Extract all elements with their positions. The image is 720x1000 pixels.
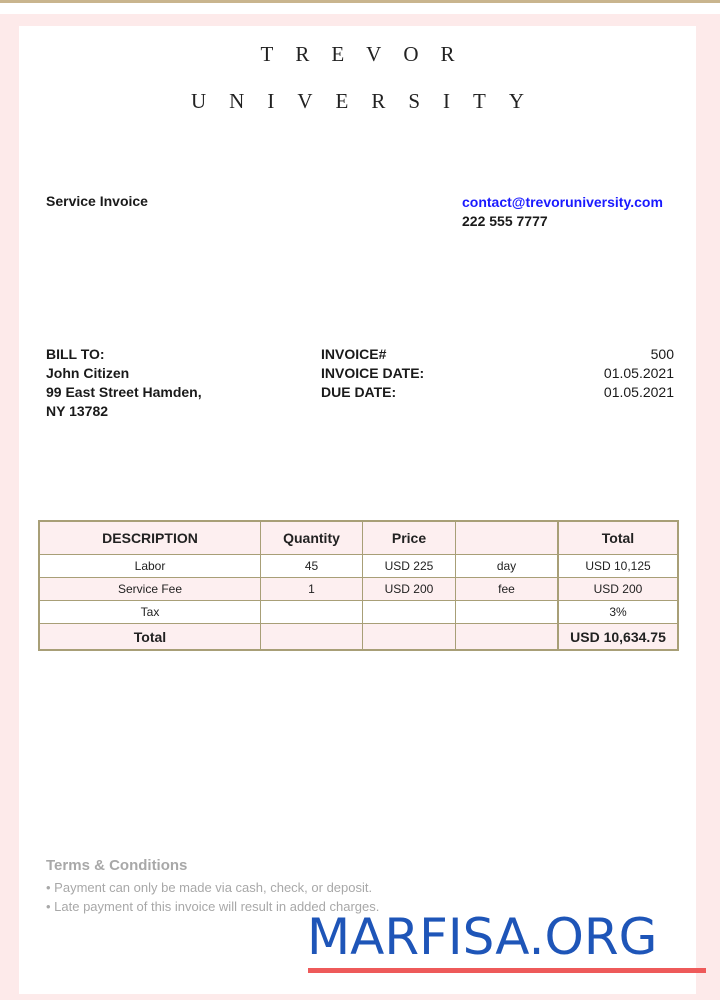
table-header-row xyxy=(39,521,678,555)
invoice-meta-values xyxy=(604,345,674,402)
invoice-number: 500 xyxy=(650,346,674,362)
empty-cell xyxy=(456,624,559,651)
due-date: 01.05.2021 xyxy=(603,384,674,400)
cell-price: USD 225 xyxy=(363,555,456,578)
top-border xyxy=(0,0,720,3)
header-total: Total xyxy=(558,521,678,555)
cell-price xyxy=(363,601,456,624)
contact-phone: 222 555 7777 xyxy=(462,213,548,229)
header-price: Price xyxy=(363,521,456,555)
watermark-underline xyxy=(308,968,706,973)
cell-total: 3% xyxy=(558,601,678,624)
invoice-number-label: INVOICE# xyxy=(321,346,387,362)
cell-description: Labor xyxy=(39,555,261,578)
cell-description: Service Fee xyxy=(39,578,261,601)
terms-title: Terms & Conditions xyxy=(46,857,188,874)
cell-quantity: 1 xyxy=(261,578,363,601)
bill-to-address-line2: NY 13782 xyxy=(46,403,109,419)
cell-unit xyxy=(456,601,559,624)
bill-to-name: John Citizen xyxy=(46,365,130,381)
contact-email[interactable]: contact@trevoruniversity.com xyxy=(462,194,663,210)
cell-quantity: 45 xyxy=(261,555,363,578)
header-quantity: Quantity xyxy=(261,521,363,555)
table-row xyxy=(39,555,678,578)
invoice-page xyxy=(19,26,696,994)
invoice-meta-labels xyxy=(321,345,424,402)
bill-to-label: BILL TO: xyxy=(46,346,105,362)
cell-description: Tax xyxy=(39,601,261,624)
cell-total: USD 10,125 xyxy=(558,555,678,578)
header-unit xyxy=(456,521,559,555)
watermark-text: MARFISA.ORG xyxy=(307,908,658,966)
document-title: Service Invoice xyxy=(46,193,148,209)
invoice-date-label: INVOICE DATE: xyxy=(321,365,425,381)
table-total-row xyxy=(39,624,678,651)
cell-unit: day xyxy=(456,555,559,578)
due-date-label: DUE DATE: xyxy=(321,384,397,400)
terms-item: • Late payment of this invoice will result in added charges. xyxy=(46,899,380,914)
invoice-table xyxy=(38,520,679,651)
cell-price: USD 200 xyxy=(363,578,456,601)
header-description: DESCRIPTION xyxy=(39,521,261,555)
total-label: Total xyxy=(39,624,261,651)
invoice-date: 01.05.2021 xyxy=(603,365,674,381)
empty-cell xyxy=(261,624,363,651)
cell-quantity xyxy=(261,601,363,624)
cell-total: USD 200 xyxy=(558,578,678,601)
empty-cell xyxy=(363,624,456,651)
table-row xyxy=(39,601,678,624)
bill-to-address-line1: 99 East Street Hamden, xyxy=(46,384,202,400)
table-row xyxy=(39,578,678,601)
bill-to-block xyxy=(46,345,202,421)
university-name-line2: UNIVERSITY xyxy=(191,89,547,113)
cell-unit: fee xyxy=(456,578,559,601)
terms-item: • Payment can only be made via cash, check, or deposit. xyxy=(46,880,373,895)
total-value: USD 10,634.75 xyxy=(558,624,678,651)
university-name-line1: TREVOR xyxy=(260,42,477,66)
